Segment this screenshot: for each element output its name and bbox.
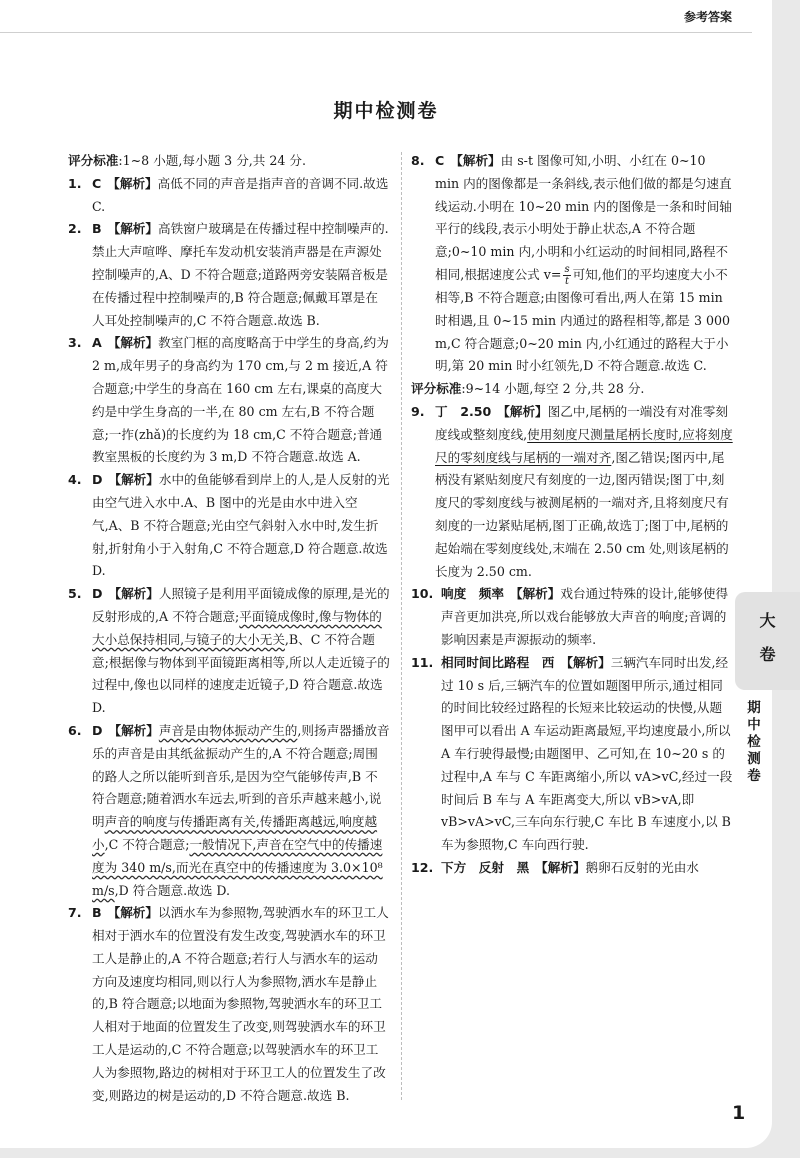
scoring-standard-2: 评分标准:9~14 小题,每空 2 分,共 28 分. xyxy=(411,381,645,397)
answer-item-11: 11. 相同时间比路程 西 【解析】三辆汽车同时出发,经过 10 s 后,三辆汽车的位置如题图甲所示,通过相同的时间比较经过路程的长短来比较运动的快慢,从题图甲可以看出 A 车运动距离最短,平均速度最小,所以 A 车行驶得最慢;由题图甲、乙可知,在 10~20 s 的过程中,A 车与 C 车距离缩小,所以 vA>vC,经过一段时间后 B 车与 A 车距离变大,所以 vB>vA,即 vB>vA>vC,三车向东行驶,C 车比 B 车速度小,以 B 车为参照物,C 车向西行驶. xyxy=(411,654,733,853)
answer-item-8: 8. C 【解析】由 s-t 图像可知,小明、小红在 0~10 min 内的图像都是一条斜线,表示他们做的都是匀速直线运动.小明在 10~20 min 内的图像是一条和时间轴平行的线段,表示小明处于静止状态,A 不符合题意;0~10 min 内,小明和小红运动的时间相同,路程不相同,根据速度公式 v= $\frac{s}{t}$ 可知,他们的平均速度大小不相等,B 不符合题意;由图像可看出,两人在第 15 min 时相遇,且 0~15 min 内通过的路程相等,都是 3 000 m,C 符合题意;0~20 min 内,小红通过的路程大于小明,第 20 min 时小红领先,D 不符合题意.故选 C. xyxy=(411,153,732,374)
answer-item-5: 5. D 【解析】人照镜子是利用平面镜成像的原理,是光的反射形成的,A 不符合题意;平面镜成像时,像与物体的大小总保持相同,与镜子的大小无关,B、C 不符合题意;根据像与物体到平面镜距离相等,所以人走近镜子的过程中,像也以同样的速度走近镜子,D 符合题意.故选 D. xyxy=(68,586,390,716)
answer-item-4: 4. D 【解析】水中的鱼能够看到岸上的人,是人反射的光由空气进入水中.A、B 图中的光是由水中进入空气,A、B 不符合题意;光由空气斜射入水中时,发生折射,折射角小于入射角,C 不符合题意,D 符合题意.故选 D. xyxy=(68,472,390,579)
answer-item-3: 3. A 【解析】教室门框的高度略高于中学生的身高,约为 2 m,成年男子的身高约为 170 cm,与 2 m 接近,A 符合题意;中学生的身高在 160 cm 左右,课桌的高度大约是中学生身高的一半,在 80 cm 左右,B 不符合题意;一拃(zhǎ)的长度约为 18 cm,C 不符合题意;普通教室黑板的长度约为 3 m,D 不符合题意.故选 A. xyxy=(68,335,389,465)
section-tab-top: 大 xyxy=(759,611,776,630)
answer-item-10: 10. 响度 频率 【解析】戏台通过特殊的设计,能够使得声音更加洪亮,所以戏台能够放大声音的响度;音调的影响因素是声源振动的频率. xyxy=(411,586,729,647)
answer-item-1: 1. C 【解析】高低不同的声音是指声音的音调不同.故选 C. xyxy=(68,175,389,214)
left-column xyxy=(68,150,390,1107)
answer-item-7: 7. B 【解析】以洒水车为参照物,驾驶洒水车的环卫工人相对于洒水车的位置没有发生改变,驾驶洒水车的环卫工人是静止的,A 不符合题意;若行人与洒水车的运动方向及速度均相同,则以行人为参照物,洒水车是静止的,B 符合题意;以地面为参照物,驾驶洒水车的环卫工人相对于地面的位置发生了改变,则驾驶洒水车的环卫工人是运动的,C 不符合题意;以驾驶洒水车的环卫工人为参照物,路边的树相对于环卫工人的位置发生了改变,则路边的树是运动的,D 不符合题意.故选 B. xyxy=(68,905,389,1103)
answer-item-12: 12. 下方 反射 黑 【解析】鹅卵石反射的光由水 xyxy=(411,859,699,875)
velocity-fraction: $\frac{s}{t}$ xyxy=(564,263,570,287)
key-point-underline: 一般情况下,声音在空气中的传播速度为 340 m/s,而光在真空中的传播速度为 3.0×10⁸ m/s xyxy=(92,836,383,898)
answer-item-2: 2. B 【解析】高铁窗户玻璃是在传播过程中控制噪声的.禁止大声喧哗、摩托车发动机安装消声器是在声源处控制噪声的,A、D 不符合题意;道路两旁安装隔音板是在传播过程中控制噪声的,B 符合题意;佩戴耳罩是在人耳处控制噪声的,C 不符合题意.故选 B. xyxy=(68,221,389,328)
section-tab-bottom: 卷 xyxy=(759,645,776,664)
key-point-underline: 声音的响度与传播距离有关,传播距离越远,响度越小 xyxy=(92,814,378,852)
section-tab-label: 期中检测卷 xyxy=(747,700,761,784)
answer-item-9: 9. 丁 2.50 【解析】图乙中,尾柄的一端没有对准零刻度线或整刻度线,使用刻度尺测量尾柄长度时,应将刻度尺的零刻度线与尾柄的一端对齐,图乙错误;图丙中,尾柄没有紧贴刻度尺有刻度的一边,图丙错误;图丁中,刻度尺的零刻度线与被测尾柄的一端对齐,且将刻度尺有刻度的一边紧贴尾柄,图丁正确,故选丁;图丁中,尾柄的起始端在零刻度线处,末端在 2.50 cm 处,则该尾柄的长度为 2.50 cm. xyxy=(411,403,733,579)
header-rule xyxy=(0,32,752,33)
key-point-underline: 使用刻度尺测量尾柄长度时,应将刻度尺的零刻度线与尾柄的一端对齐 xyxy=(435,426,733,465)
section-tab[interactable] xyxy=(735,592,800,690)
header-label: 参考答案 xyxy=(683,10,732,24)
right-column xyxy=(411,150,733,880)
answer-item-6: 6. D 【解析】声音是由物体振动产生的,则扬声器播放音乐的声音是由其纸盆振动产生的,A 不符合题意;周围的路人之所以能听到音乐,是因为空气能够传声,B 不符合题意;随着洒水车远去,听到的音乐声越来越小,说明声音的响度与传播距离有关,传播距离越远,响度越小,C 不符合题意;一般情况下,声音在空气中的传播速度为 340 m/s,而光在真空中的传播速度为 3.0×10⁸ m/s,D 符合题意.故选 D. xyxy=(68,722,390,898)
key-point-underline: 平面镜成像时,像与物体的大小总保持相同,与镜子的大小无关 xyxy=(92,608,382,647)
page-number: 1 xyxy=(732,1102,746,1124)
scoring-standard-1: 评分标准:1~8 小题,每小题 3 分,共 24 分. xyxy=(68,153,307,168)
key-point-underline: 声音是由物体振动产生的 xyxy=(158,722,298,738)
column-divider xyxy=(401,152,402,1100)
page-title: 期中检测卷 xyxy=(333,100,439,122)
